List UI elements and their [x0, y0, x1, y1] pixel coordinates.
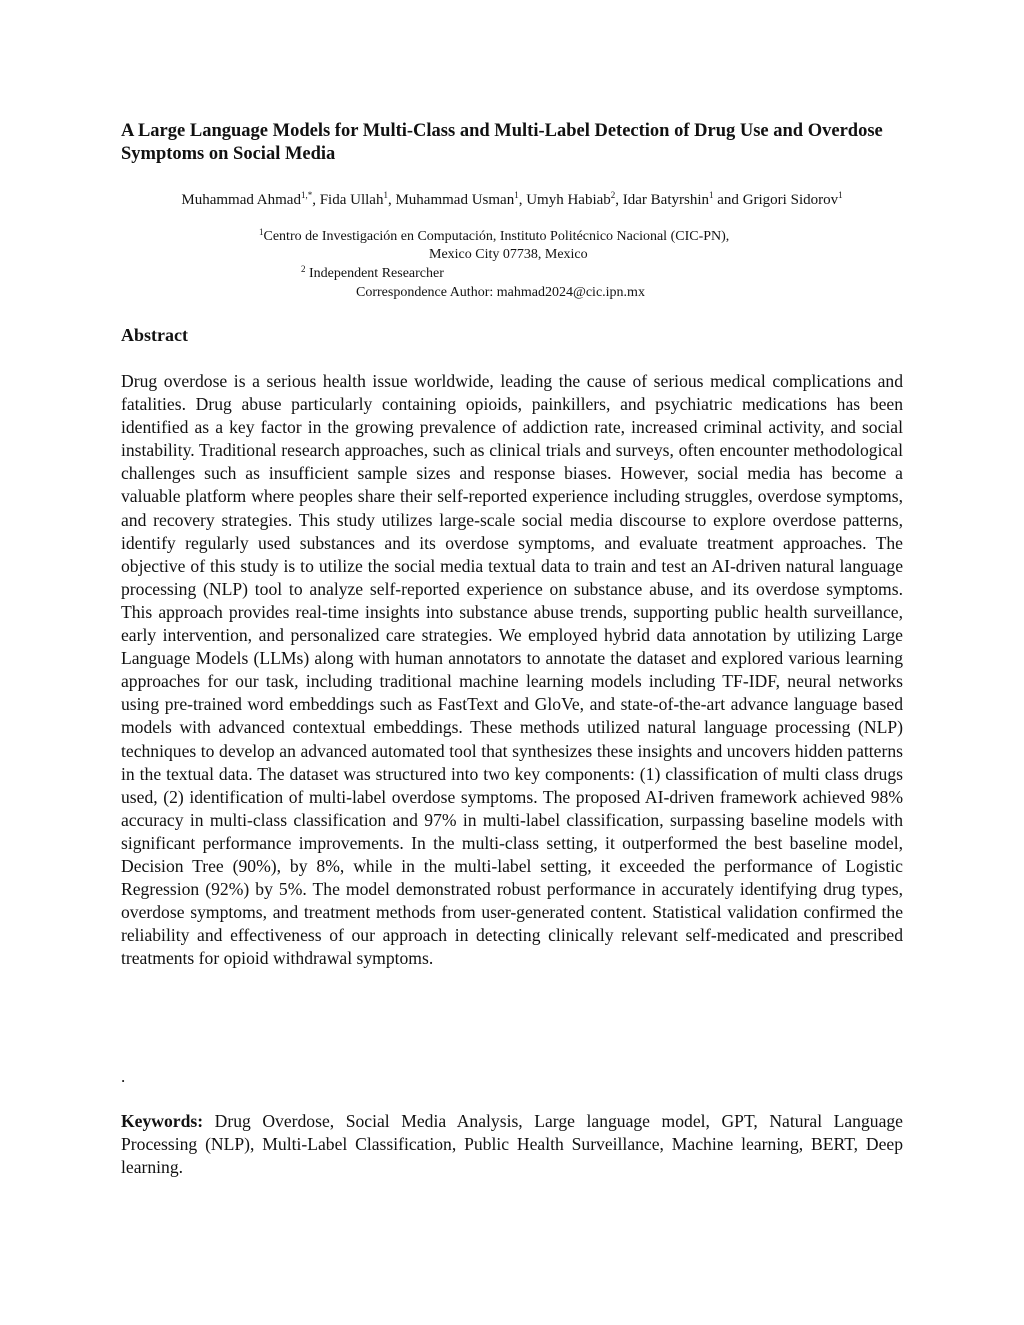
author: Idar Batyrshin$^1$ and [622, 190, 743, 208]
paper-title: A Large Language Models for Multi-Class and Multi-Label Detection of Drug Use and Overdose Symptoms on Social Media [121, 121, 883, 164]
affiliation-1-line-2: Mexico City 07738, Mexico [429, 247, 588, 262]
author-list [0, 190, 1024, 210]
author: Fida Ullah$^1$, [319, 190, 396, 208]
keywords [121, 1110, 903, 1179]
author: Umyh Habiab$^2$, [526, 190, 623, 208]
author: Muhammad Ahmad$^{1,*}$, [181, 190, 320, 208]
author: Muhammad Usman$^1$, [395, 190, 527, 208]
affiliation-2: $^2$ Independent Researcher [301, 264, 444, 281]
abstract-heading: Abstract [121, 325, 188, 345]
author: Grigori Sidorov$^1$ [742, 190, 843, 208]
affiliation-1-line-1: $^1$Centro de Investigación en Computación, Instituto Politécnico Nacional (CIC-PN), [259, 227, 730, 244]
abstract-body: Drug overdose is a serious health issue worldwide, leading the cause of serious medical complications and fatalities. Drug abuse particularly containing opioids, painkillers, and psychiatric medications has been identified as a key factor in the growing prevalence of addiction rate, increased criminal activity, and social instability. Traditional research approaches, such as clinical trials and surveys, often encounter methodological challenges such as insufficient sample sizes and response biases. However, social media has become a valuable platform where peoples share their self-reported experience including struggles, overdose symptoms, and recovery strategies. This study utilizes large-scale social media discourse to explore overdose patterns, identify regularly used substances and its overdose symptoms, and evaluate treatment approaches. The objective of this study is to utilize the social media textual data to train and test an AI-driven natural language processing (NLP) tool to analyze self-reported experience on substance abuse, and its overdose symptoms. This approach provides real-time insights into substance abuse trends, supporting public health surveillance, early intervention, and personalized care strategies. We employed hybrid data annotation by utilizing Large Language Models (LLMs) along with human annotators to annotate the dataset and explored various learning approaches for our task, including traditional machine learning models including TF-IDF, neural networks using pre-trained word embeddings such as FastText and GloVe, and state-of-the-art advance language based models with advanced contextual embeddings. These methods utilized natural language processing (NLP) techniques to develop an advanced automated tool that synthesizes these insights and uncovers hidden patterns in the textual data. The dataset was structured into two key components: (1) classification of multi class drugs used, (2) identification of multi-label overdose symptoms. The proposed AI-driven framework achieved 98% accuracy in multi-class classification and 97% in multi-label classification, surpassing baseline models with significant performance improvements. In the multi-class setting, it outperformed the best baseline model, Decision Tree (90%), by 8%, while in the multi-label setting, it exceeded the performance of Logistic Regression (92%) by 5%. The model demonstrated robust performance in accurately identifying drug types, overdose symptoms, and treatment methods from user-generated content. Statistical validation confirmed the reliability and effectiveness of our approach in detecting clinically relevant self-medicated and prescribed treatments for opioid withdrawal symptoms. [121, 371, 903, 969]
stray-dot: . [121, 1067, 126, 1086]
correspondence-author: Correspondence Author: mahmad2024@cic.ipn.mx [356, 285, 645, 300]
keywords-text: Drug Overdose, Social Media Analysis, Large language model, GPT, Natural Language Processing (NLP), Multi-Label Classification, Public Health Surveillance, Machine learning, BERT, Deep learning. [121, 1111, 903, 1178]
keywords-label: Keywords: [121, 1111, 204, 1131]
